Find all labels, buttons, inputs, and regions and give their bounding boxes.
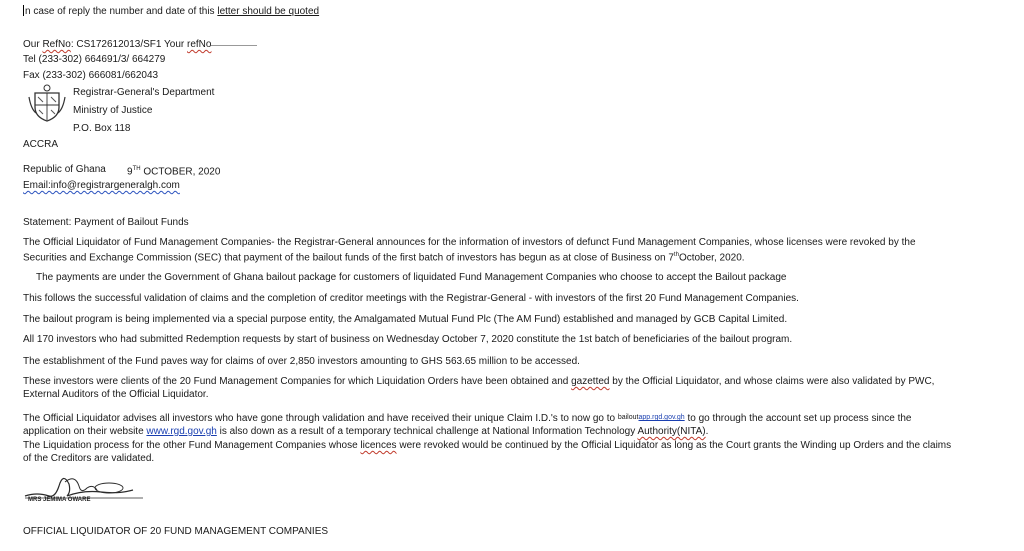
paragraph-2: The payments are under the Government of Ghana bailout package for customers of liquidated Fund Management Companies who choose to accept the Bailout package bbox=[36, 272, 787, 283]
address-line-1: Registrar-General's Department bbox=[73, 87, 215, 98]
paragraph-4: The bailout program is being implemented via a special purpose entity, the Amalgamated Mutual Fund Plc (The AM Fund) established and managed by GCB Capital Limited. bbox=[23, 314, 788, 325]
rgd-website-link[interactable]: www.rgd.gov.gh bbox=[146, 426, 217, 437]
ghana-coat-of-arms-icon bbox=[27, 83, 67, 123]
reference-line: Our RefNo: CS172612013/SF1 Your refNo bbox=[23, 38, 257, 51]
text-cursor bbox=[23, 5, 24, 16]
fax: Fax (233-302) 666081/662043 bbox=[23, 70, 159, 81]
paragraph-9: The Liquidation process for the other Fund Management Companies whose licences were revoked would be continued by the Official Liquidator as long as the Court grants the Winding up Orders and the claims of the Creditors are validated. bbox=[23, 440, 952, 464]
statement-title: Statement: Payment of Bailout Funds bbox=[23, 217, 189, 228]
signatory-name: MRS JEMIMA OWARE bbox=[28, 497, 91, 503]
paragraph-6: The establishment of the Fund paves way for claims of over 2,850 investors amounting to GHS 563.65 million to be accessed. bbox=[23, 356, 580, 367]
paragraph-7: These investors were clients of the 20 Fund Management Companies for which Liquidation Orders have been obtained and gazetted by the Official Liquidator, and whose claims were also validated by PWC, External Auditors of the Official Liquidator. bbox=[23, 376, 935, 400]
address-line-2: Ministry of Justice bbox=[73, 105, 153, 116]
bailout-app-link[interactable]: bailoutapp.rgd.gov.gh bbox=[617, 414, 685, 421]
paragraph-8: The Official Liquidator advises all investors who have gone through validation and have received their unique Claim I.D.'s to now go to $^{bailoutapp.rgd.gov.gh}$ to go through the account set up process since the application on their website www.rgd.gov.gh is also down as a result of a temporary technical challenge at National Information Technology Authority(NITA). bbox=[23, 413, 912, 437]
address-line-3: P.O. Box 118 bbox=[73, 123, 131, 134]
paragraph-1: The Official Liquidator of Fund Management Companies- the Registrar-General announces for the information of investors of defunct Fund Management Companies, whose licenses were revoked by the Securities and Exchange Commission (SEC) that payment of the bailout funds of the first batch of investors has begun as at close of Business on 7thOctober, 2020. bbox=[23, 237, 916, 264]
letter-date: 9TH OCTOBER, 2020 bbox=[127, 166, 221, 178]
email: Email:info@registrargeneralgh.com bbox=[23, 180, 180, 191]
paragraph-5: All 170 investors who had submitted Redemption requests by start of business on Wednesday October 7, 2020 constitute the 1st batch of beneficiaries of the bailout program. bbox=[23, 334, 793, 345]
reply-note: n case of reply the number and date of this letter should be quoted bbox=[25, 6, 320, 17]
city: ACCRA bbox=[23, 139, 59, 150]
country: Republic of Ghana bbox=[23, 164, 106, 175]
telephone: Tel (233-302) 664691/3/ 664279 bbox=[23, 54, 166, 65]
paragraph-3: This follows the successful validation of claims and the completion of creditor meetings with the Registrar-General - with investors of the first 20 Fund Management Companies. bbox=[23, 293, 799, 304]
footer-title: OFFICIAL LIQUIDATOR OF 20 FUND MANAGEMENT COMPANIES bbox=[23, 526, 329, 537]
reply-note-link: letter should be quoted bbox=[217, 6, 320, 17]
